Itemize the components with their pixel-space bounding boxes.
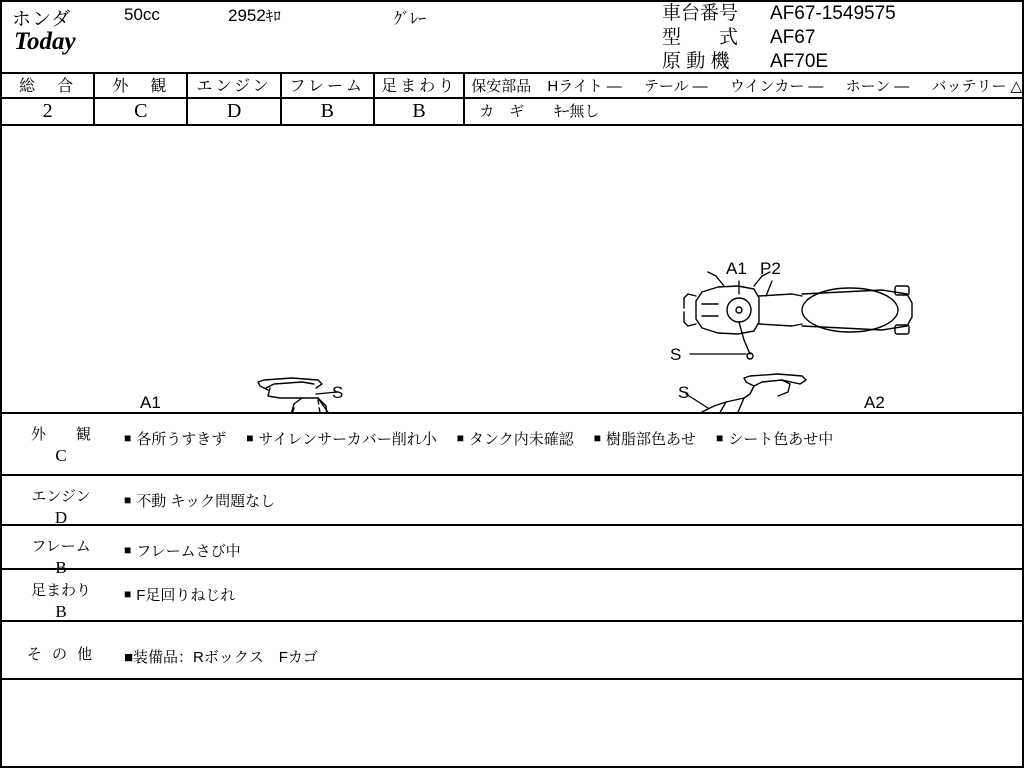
safety-parts-block (465, 74, 1022, 124)
comment-key-blank (2, 680, 120, 728)
grade-engine-label: エンジン (188, 74, 279, 99)
grade-band (2, 74, 1022, 126)
comment-key-suspension (2, 570, 120, 620)
label-top-p2: P2 (760, 259, 781, 278)
comment-key-appearance-label: 外 観 (30, 426, 91, 443)
comment-item-text: 各所うすきず (136, 431, 227, 448)
safety-parts-row (465, 74, 1022, 99)
comment-row-engine (2, 476, 1022, 526)
comment-item (124, 431, 226, 448)
grade-appearance-value: C (134, 100, 148, 122)
grade-suspension-value: B (412, 100, 426, 122)
grade-suspension (375, 74, 465, 124)
bullet-icon: ■ (456, 431, 465, 445)
safety-part-horn-label: ホーン (845, 78, 891, 95)
comment-row-other (2, 622, 1022, 680)
bullet-icon: ■ (716, 431, 724, 445)
comment-item (594, 431, 696, 448)
scooter-diagram-svg (2, 126, 1022, 412)
grade-frame-value: B (320, 100, 334, 122)
safety-part-horn-mark: ― (894, 78, 910, 95)
grade-suspension-label: 足まわり (375, 74, 463, 99)
safety-part-winker-mark: ― (808, 78, 824, 95)
maker-name: ホンダ (12, 9, 72, 30)
comment-row-suspension (2, 570, 1022, 622)
diagram-labels (68, 259, 955, 412)
comment-key-suspension-label: 足まわり (30, 582, 91, 599)
chassis-number-label: 車台番号 (662, 3, 739, 24)
comment-item (124, 493, 275, 510)
bullet-icon: ■ (124, 587, 132, 601)
comment-item (124, 543, 241, 560)
grade-total-label: 総 合 (2, 74, 93, 99)
label-left-a1-top: A1 (140, 393, 161, 412)
comment-item-text: F足回りねじれ (136, 587, 236, 604)
bullet-icon: ■ (124, 431, 132, 445)
comment-key-appearance (2, 414, 120, 474)
mileage-value: 2952 (228, 6, 266, 25)
bullet-icon: ■ (124, 493, 132, 507)
safety-part-battery-label: バッテリー (931, 78, 1007, 95)
comment-value-other: ■装備品：Rボックス Fカゴ (124, 649, 318, 666)
comment-key-other: そ の 他 (26, 646, 96, 663)
model-name: Today (14, 28, 76, 55)
comment-item (246, 431, 437, 448)
grade-frame-label: フレーム (282, 74, 373, 99)
comment-row-frame (2, 526, 1022, 577)
comment-key-suspension-grade: B (55, 602, 67, 621)
comment-key-engine (2, 476, 120, 527)
mileage (228, 5, 281, 26)
bullet-icon: ■ (246, 431, 254, 445)
engine-row (662, 50, 1022, 74)
type-row (662, 26, 1022, 50)
damage-diagram (2, 126, 1022, 414)
chassis-number-value: AF67-1549575 (770, 3, 896, 24)
header (2, 2, 1022, 74)
grade-appearance-label: 外 観 (95, 74, 186, 99)
grade-total-value: 2 (42, 100, 53, 122)
comment-key-appearance-grade: C (55, 446, 67, 465)
key-label: カ ギ (479, 103, 525, 120)
safety-part-winker-label: ウインカー (729, 78, 805, 95)
comment-key-frame-label: フレーム (31, 538, 91, 555)
safety-part-battery-mark: △ (1010, 78, 1023, 95)
comment-item-text: サイレンサーカバー削れ小 (258, 431, 437, 448)
comment-item-text: フレームさび中 (136, 543, 241, 560)
comment-value-suspension (120, 570, 1022, 620)
comment-item-text: 樹脂部色あせ (606, 431, 697, 448)
comment-item (457, 431, 574, 448)
comment-item (716, 431, 833, 448)
key-value: ｷｰ無し (554, 103, 600, 120)
comment-row-appearance (2, 414, 1022, 476)
comments-section (2, 414, 1022, 728)
grade-engine (188, 74, 281, 124)
grade-frame (282, 74, 375, 124)
body-color: ｸﾞﾚｰ (394, 11, 427, 28)
comment-item-text: 不動 キック問題なし (136, 493, 276, 510)
comment-value-frame (120, 526, 1022, 568)
grade-appearance (95, 74, 188, 124)
bullet-icon: ■ (124, 543, 132, 557)
comment-key-engine-grade: D (54, 508, 68, 527)
safety-parts-title: 保安部品 (471, 78, 532, 95)
displacement: 50cc (124, 5, 160, 24)
safety-part-taillight-mark: ― (692, 78, 708, 95)
engine-label: 原 動 機 (662, 51, 730, 72)
bullet-icon: ■ (593, 431, 601, 445)
type-label: 型 式 (662, 27, 739, 48)
engine-value: AF70E (770, 51, 829, 72)
comment-key-frame (2, 526, 120, 577)
chassis-number-row (662, 2, 1022, 26)
comment-value-appearance (120, 414, 1022, 474)
safety-part-headlight-mark: ― (606, 78, 622, 95)
grade-total (2, 74, 95, 124)
type-value: AF67 (770, 27, 816, 48)
comment-key-engine-label: エンジン (31, 488, 91, 505)
grade-engine-value: D (226, 100, 242, 122)
vehicle-identity-block (662, 2, 1022, 74)
comment-key-frame-grade: B (55, 558, 67, 577)
label-right-s: S (678, 383, 690, 402)
comment-item (124, 587, 235, 604)
comment-row-blank (2, 680, 1022, 728)
key-row (465, 99, 1022, 124)
comment-item-text: タンク内未確認 (469, 431, 574, 448)
label-top-a1: A1 (726, 259, 747, 278)
label-left-s: S (332, 383, 344, 402)
comment-value-blank (120, 680, 1022, 728)
mileage-unit: ｷﾛ (265, 8, 281, 25)
safety-part-headlight-label: Hライト (547, 78, 603, 95)
label-top-s: S (670, 345, 682, 364)
comment-item-text: シート色あせ中 (728, 431, 834, 448)
top-view-drawing (684, 272, 912, 359)
safety-part-taillight-label: テール (643, 78, 689, 95)
label-right-a2: A2 (864, 393, 885, 412)
comment-value-engine (120, 476, 1022, 524)
